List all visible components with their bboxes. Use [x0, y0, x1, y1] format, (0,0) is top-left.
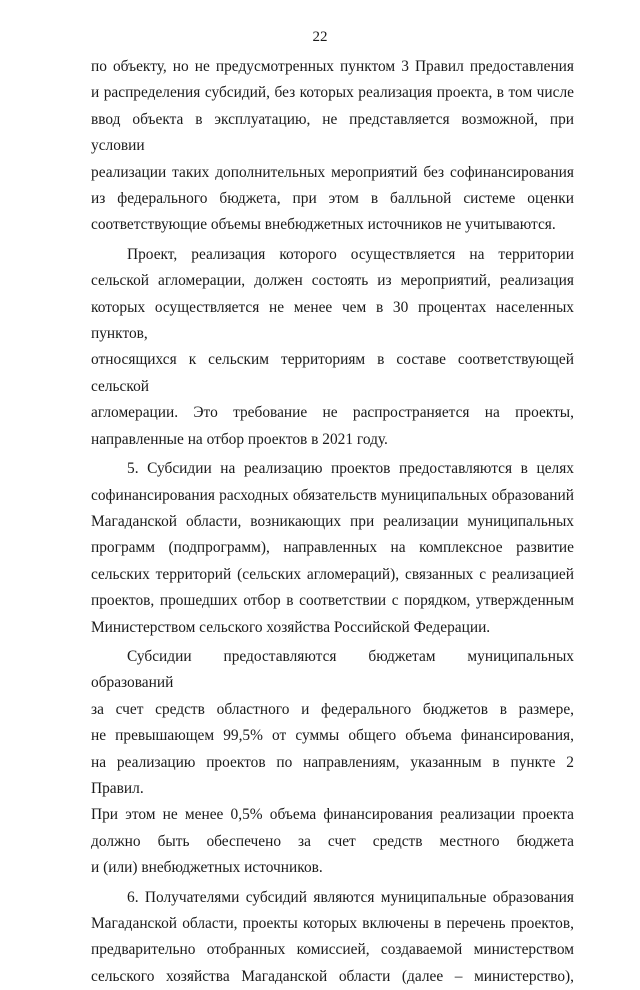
text-line: сельской агломерации, должен состоять из мероприятий, реализация	[91, 272, 574, 290]
text-line: Проект, реализация которого осуществляется на территории	[127, 245, 574, 263]
text-line: 5. Субсидии на реализацию проектов предоставляются в целях	[127, 460, 574, 478]
paragraph-1	[91, 54, 574, 239]
text-line: софинансирования расходных обязательств муниципальных образований	[91, 486, 574, 504]
paragraph-4	[91, 644, 574, 882]
text-line: агломерации. Это требование не распространяется на проекты,	[91, 404, 574, 422]
text-line: направленные на отбор проектов в 2021 году.	[91, 430, 388, 448]
paragraph-5	[91, 885, 574, 990]
paragraph-3	[91, 456, 574, 641]
text-line: из федерального бюджета, при этом в балльной системе оценки	[91, 190, 574, 208]
text-line: на реализацию проектов по направлениям, указанным в пункте 2 Правил.	[91, 753, 574, 797]
text-line: за счет средств областного и федерального бюджетов в размере,	[91, 700, 574, 718]
paragraph-2	[91, 242, 574, 453]
text-line: соответствующие объемы внебюджетных источников не учитываются.	[91, 216, 556, 234]
text-line: должно быть обеспечено за счет средств местного бюджета	[91, 832, 574, 850]
text-line: Магаданской области, возникающих при реализации муниципальных	[91, 512, 574, 530]
text-line: программ (подпрограмм), направленных на комплексное развитие	[91, 539, 574, 557]
text-line: реализации таких дополнительных мероприятий без софинансирования	[91, 163, 574, 181]
text-line: которых осуществляется не менее чем в 30 процентах населенных пунктов,	[91, 298, 574, 343]
page-number: 22	[312, 29, 328, 45]
text-line: проектов, прошедших отбор в соответствии с порядком, утвержденным	[91, 592, 574, 610]
text-line: 6. Получателями субсидий являются муниципальные образования	[127, 888, 574, 906]
text-line: Магаданской области, проекты которых включены в перечень проектов,	[91, 915, 574, 932]
document-body	[91, 54, 574, 990]
text-line: Министерством сельского хозяйства Российской Федерации.	[91, 618, 491, 636]
text-line: и (или) внебюджетных источников.	[91, 859, 323, 877]
text-line: по объекту, но не предусмотренных пунктом 3 Правил предоставления	[91, 58, 574, 75]
text-line: и распределения субсидий, без которых реализация проекта, в том числе	[91, 84, 574, 102]
text-line: предварительно отобранных комиссией, создаваемой министерством	[91, 941, 574, 959]
text-line: При этом не менее 0,5% объема финансирования реализации проекта	[91, 806, 574, 824]
text-line: не превышающем 99,5% от суммы общего объема финансирования,	[91, 727, 574, 745]
text-line: Субсидии предоставляются бюджетам муниципальных образований	[91, 647, 574, 692]
text-line: сельского хозяйства Магаданской области (далее – министерство),	[91, 967, 574, 985]
text-line: относящихся к сельским территориям в составе соответствующей сельской	[91, 351, 574, 395]
text-line: ввод объекта в эксплуатацию, не представляется возможной, при условии	[91, 110, 574, 155]
text-line: сельских территорий (сельских агломераций), связанных с реализацией	[91, 565, 574, 583]
